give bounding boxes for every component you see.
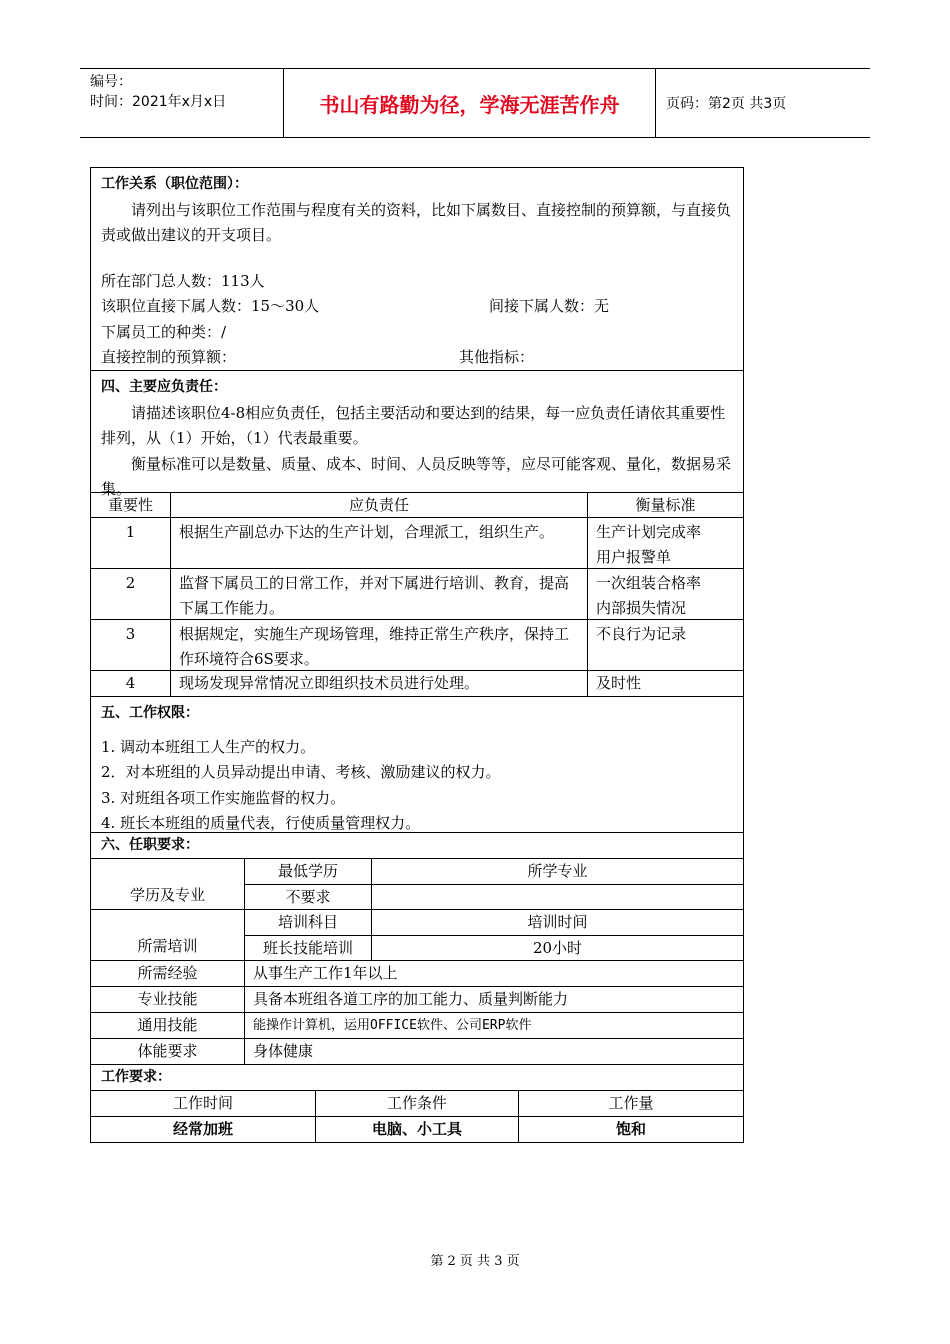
edu-major-value [372,885,743,910]
edu-min-header: 最低学历 [245,859,372,884]
section-qualification [91,833,743,859]
duty-text: 现场发现异常情况立即组织技术员进行处理。 [171,671,588,696]
table-row [91,620,743,671]
section-title: 五、工作权限： [101,705,199,721]
skill-value: 具备本班组各道工序的加工能力、质量判断能力 [253,990,569,1008]
section-title: 工作要求： [101,1069,171,1085]
edu-label: 学历及专业 [91,859,245,909]
general-skill-label: 通用技能 [91,1013,245,1038]
work-time-header: 工作时间 [91,1091,316,1116]
edu-row [91,859,743,910]
duty-measure: 及时性 [596,674,642,692]
section-title: 四、主要应负责任： [101,379,227,395]
section-intro: 请列出与该职位工作范围与程度有关的资料，比如下属数目、直接控制的预算额，与直接负责或做出建议的开支项目。 [101,200,732,244]
edu-major-header: 所学专业 [527,862,588,880]
duty-rank: 3 [91,620,171,670]
duties-header-row [91,493,743,518]
duties-measure-intro: 衡量标准可以是数量、质量、成本、时间、人员反映等等，应尽可能客观、量化，数据易采集。 [101,454,732,498]
col-header-measure: 衡量标准 [635,496,696,514]
authority-item: 1. 调动本班组工人生产的权力。 [101,737,316,756]
authority-item: 4. 班长本班组的质量代表，行使质量管理权力。 [101,814,421,832]
table-row [91,671,743,697]
section-work-requirements [91,1065,743,1091]
work-time-value: 经常加班 [91,1117,316,1142]
edu-min-value: 不要求 [245,885,372,910]
training-row [91,910,743,961]
physical-label: 体能要求 [91,1039,245,1064]
training-label: 所需培训 [91,910,245,960]
budget: 直接控制的预算额： [101,348,237,366]
skill-label: 专业技能 [91,987,245,1012]
duty-text: 根据规定，实施生产现场管理，维持正常生产秩序，保持工作环境符合6S要求。 [171,620,588,670]
physical-value: 身体健康 [253,1042,314,1060]
physical-row [91,1039,743,1065]
col-header-duty: 应负责任 [171,493,588,517]
authority-item: 2．对本班组的人员异动提出申请、考核、激励建议的权力。 [101,763,501,781]
col-header-rank: 重要性 [91,493,171,517]
skill-row [91,987,743,1013]
job-description-table [90,167,744,1143]
authority-item: 3. 对班组各项工作实施监督的权力。 [101,788,346,807]
duty-text: 根据生产副总办下达的生产计划，合理派工，组织生产。 [171,518,588,568]
general-skill-value: 能操作计算机，运用OFFICE软件、公司ERP软件 [253,1018,532,1033]
work-condition-value: 电脑、小工具 [316,1117,519,1142]
section-main-duties [91,371,743,498]
experience-value: 从事生产工作1年以上 [253,964,398,982]
duty-rank: 2 [91,569,171,619]
measure-line: 内部损失情况 [596,599,687,617]
header-page-info: 页码：第2页 共3页 [666,96,787,112]
work-condition-header: 工作条件 [316,1091,519,1116]
workload-value: 饱和 [615,1120,646,1138]
work-req-header-row [91,1091,743,1117]
duty-text: 监督下属员工的日常工作，并对下属进行培训、教育，提高下属工作能力。 [171,569,588,619]
page-header [80,68,870,138]
training-time-header: 培训时间 [527,913,588,931]
workload-header: 工作量 [608,1094,654,1112]
header-motto: 书山有路勤为径，学海无涯苦作舟 [283,69,656,137]
section-title: 工作关系（职位范围）： [101,176,248,192]
other-indicators: 其他指标： [459,348,535,366]
work-req-value-row [91,1117,743,1142]
measure-line: 用户报警单 [596,548,672,566]
measure-line: 生产计划完成率 [596,523,702,541]
duty-measure [588,569,743,619]
duties-intro: 请描述该职位4-8相应负责任，包括主要活动和要达到的结果，每一应负责任请依其重要性排列，从（1）开始，（1）代表最重要。 [101,403,726,447]
section-work-relations [91,168,743,371]
general-skill-row [91,1013,743,1039]
direct-reports: 该职位直接下属人数：15～30人 [101,297,320,315]
duty-measure [588,518,743,568]
experience-label: 所需经验 [91,961,245,986]
table-row [91,518,743,569]
training-subject-header: 培训科目 [245,910,372,935]
training-subject-value: 班长技能培训 [245,936,372,961]
measure-line: 一次组装合格率 [596,574,702,592]
experience-row [91,961,743,987]
table-row [91,569,743,620]
header-meta [80,69,283,137]
staff-types: 下属员工的种类：/ [101,322,227,341]
training-time-value: 20小时 [532,938,583,957]
page-footer: 第 2 页 共 3 页 [430,1254,520,1269]
number-label: 编号： [90,74,132,90]
dept-total: 所在部门总人数：113人 [101,271,265,290]
section-authority [91,697,743,833]
section-title: 六、任职要求： [101,837,199,853]
duty-rank: 4 [91,671,171,696]
measure-line: 不良行为记录 [596,625,687,643]
duty-rank: 1 [91,518,171,568]
duty-measure [588,620,743,670]
indirect-reports: 间接下属人数：无 [489,297,610,315]
time-label: 时间：2021年x月x日 [90,94,227,110]
